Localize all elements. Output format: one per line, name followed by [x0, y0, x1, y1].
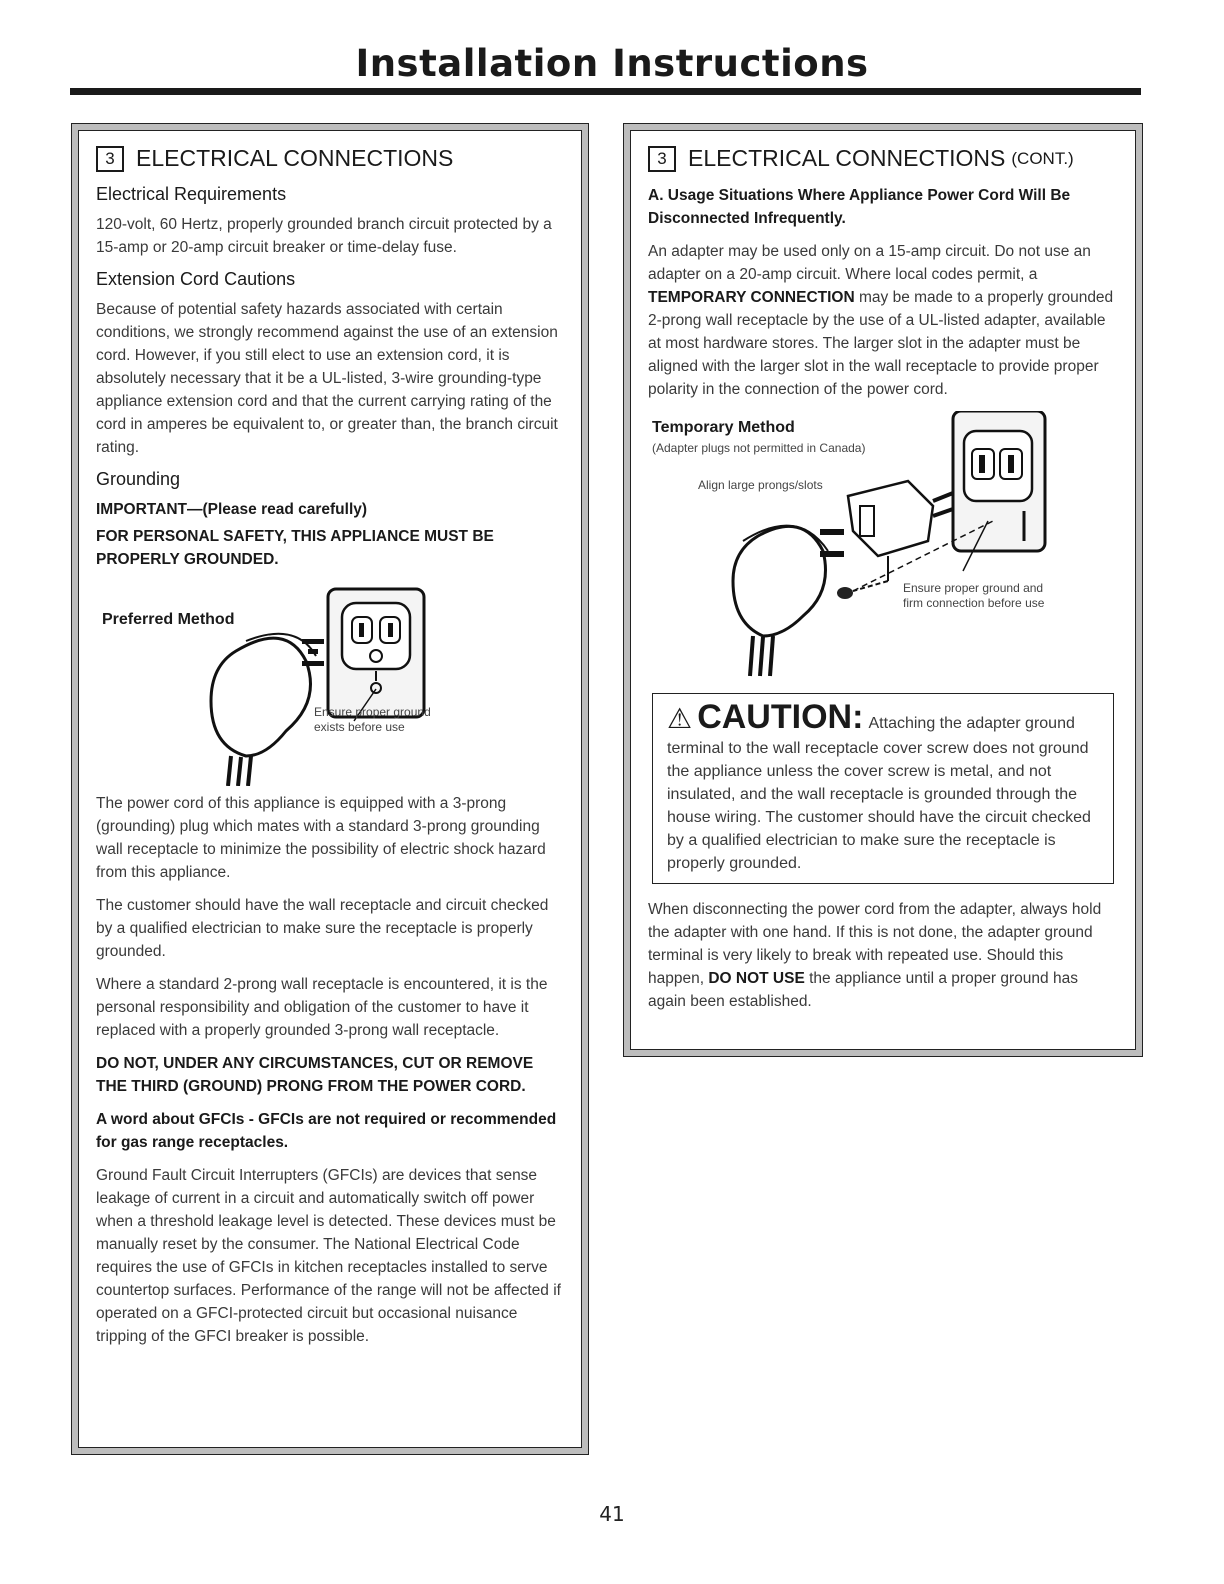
page-number: 41 [599, 1502, 625, 1526]
ground-prong-warning: DO NOT, UNDER ANY CIRCUMSTANCES, CUT OR REMOVE THE THIRD (GROUND) PRONG FROM THE POWER CORD. [96, 1055, 534, 1095]
preferred-method-caption: Ensure proper ground exists before use [314, 705, 431, 734]
section-cont-label: (CONT.) [1011, 148, 1074, 168]
preferred-method-label: Preferred Method [102, 611, 235, 628]
align-prongs-label: Align large prongs/slots [698, 478, 823, 492]
caution-label: CAUTION: [697, 698, 864, 736]
section-header [96, 145, 564, 172]
important-note: IMPORTANT—(Please read carefully) [96, 501, 368, 518]
extension-cord-text: Because of potential safety hazards associated with certain conditions, we strongly recommend against the use of an extension cord. However, if you still elect to use an extension cord, it is absolutely necessary that it be a UL-listed, 3-wire grounding-type appliance extension cord and that the current carrying rating of the cord in amperes be equivalent to, or greater than, the branch circuit rating. [96, 301, 558, 456]
temporary-method-illustration [648, 411, 1128, 681]
usage-text: An adapter may be used only on a 15-amp circuit. Do not use an adapter on a 20-amp circuit. Where local codes permit, a TEMPORARY CONNECTION may be made to a properly grounded 2-prong wall receptacle by the use of a UL-listed adapter, available at most hardware stores. The larger slot in the adapter must be aligned with the larger slot in the wall receptacle to provide proper polarity in the connection of the power cord. [648, 243, 1114, 398]
usage-heading: A. Usage Situations Where Appliance Power Cord Will Be Disconnected Infrequently. [648, 187, 1071, 227]
grounding-heading: Grounding [96, 469, 181, 489]
extension-cord-heading: Extension Cord Cautions [96, 269, 296, 289]
do-not-use-bold: DO NOT USE [708, 970, 805, 987]
power-cord-text: The power cord of this appliance is equipped with a 3-prong (grounding) plug which mates with a standard 3-prong grounding wall receptacle to minimize the possibility of electric shock hazard from this appliance. [96, 795, 546, 881]
temporary-connection-bold: TEMPORARY CONNECTION [648, 289, 855, 306]
page-title: Installation Instructions [355, 42, 869, 85]
caution-box [652, 693, 1114, 884]
section-title: ELECTRICAL CONNECTIONS [136, 145, 454, 171]
section-title: ELECTRICAL CONNECTIONS [688, 145, 1006, 171]
electrical-requirements-heading: Electrical Requirements [96, 184, 287, 204]
two-prong-text: Where a standard 2-prong wall receptacle is encountered, it is the personal responsibility and obligation of the customer to have it replaced with a properly grounded 3-prong wall receptacle. [96, 976, 548, 1039]
gfci-text: Ground Fault Circuit Interrupters (GFCIs) are devices that sense leakage of current in a circuit and automatically switch off power when a threshold leakage level is detected. These devices must be manually reset by the consumer. The National Electrical Code requires the use of GFCIs in kitchen receptacles installed to serve countertop surfaces. Performance of the range will not be affected if operated on a GFCI-protected circuit but occasional nuisance tripping of the GFCI breaker is possible. [96, 1167, 561, 1345]
title-rule [70, 88, 1141, 95]
ensure-ground-caption: Ensure proper ground and firm connection before use [903, 581, 1045, 610]
canada-note: (Adapter plugs not permitted in Canada) [652, 441, 866, 455]
left-column [71, 123, 589, 1455]
safety-note: FOR PERSONAL SAFETY, THIS APPLIANCE MUST BE PROPERLY GROUNDED. [96, 528, 494, 568]
right-column [623, 123, 1143, 1057]
warning-triangle-icon: ⚠ [667, 702, 693, 735]
section-number: 3 [648, 146, 676, 172]
section-header-cont [648, 145, 1118, 172]
temporary-method-figure [648, 411, 1118, 681]
temporary-method-label: Temporary Method [652, 419, 795, 436]
section-number: 3 [96, 146, 124, 172]
customer-check-text: The customer should have the wall receptacle and circuit checked by a qualified electrician to make sure the receptacle is properly grounded. [96, 897, 549, 960]
caution-text: Attaching the adapter ground terminal to the wall receptacle cover screw does not ground the appliance unless the cover screw is metal, and not insulated, and the wall receptacle is grounded through the house wiring. The customer should have the circuit checked by a qualified electrician to make sure the receptacle is properly grounded. [667, 715, 1091, 872]
preferred-method-figure [96, 581, 564, 786]
disconnect-text: When disconnecting the power cord from the adapter, always hold the adapter with one hand. If this is not done, the adapter ground terminal is very likely to break with repeated use. Should this happen, DO NOT USE the appliance until a proper ground has again been established. [648, 901, 1102, 1010]
preferred-method-illustration [96, 581, 576, 786]
gfci-heading: A word about GFCIs - GFCIs are not required or recommended for gas range receptacles. [96, 1111, 557, 1151]
electrical-requirements-text: 120-volt, 60 Hertz, properly grounded branch circuit protected by a 15-amp or 20-amp circuit breaker or time-delay fuse. [96, 216, 552, 256]
